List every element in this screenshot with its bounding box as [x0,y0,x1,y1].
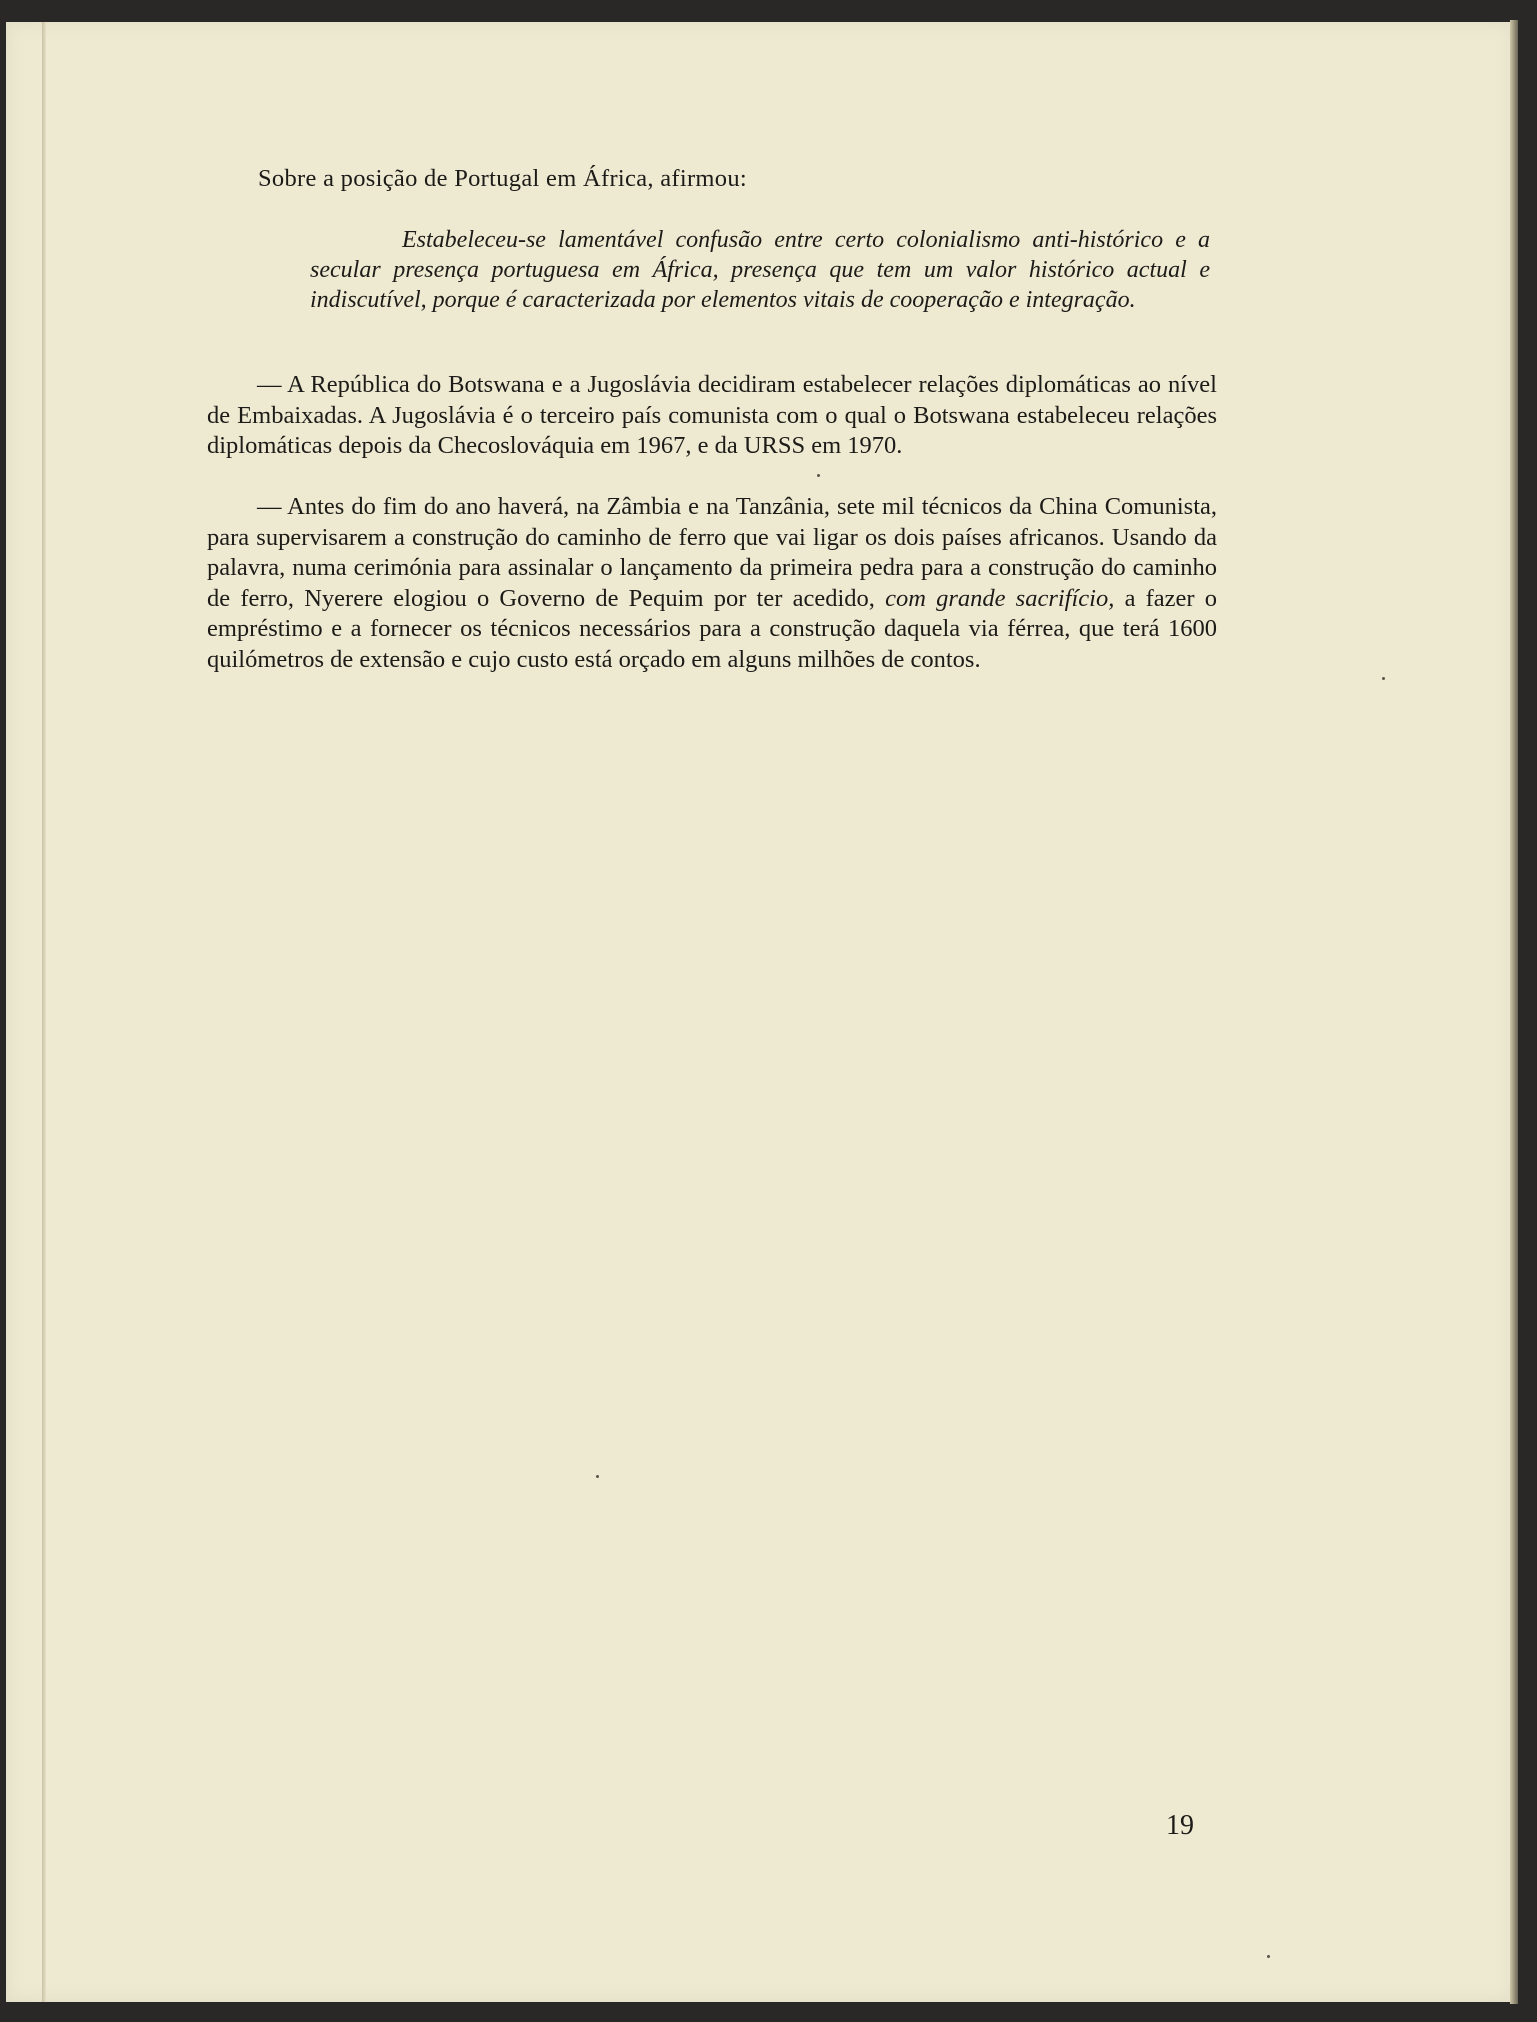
paper-speck [596,1475,599,1478]
paragraph-botswana: — A República do Botswana e a Jugoslávia decidiram estabelecer relações diplomáticas ao nível de Embaixadas. A Jugoslávia é o terceiro país comunista com o qual o Botswana estabeleceu relações diplomáticas depois da Checoslováquia em 1967, e da URSS em 1970. [207,371,1217,459]
paper-sheet [6,22,1514,2002]
page-number: 19 [1166,1810,1194,1841]
paragraph-zambia-tanzania [207,492,1217,675]
paper-speck [817,474,820,477]
paragraph-text: — Antes do fim do ano haverá, na Zâmbia e na Tanzânia, sete mil técnicos da China Comunista, para supervisarem a construção do caminho de ferro que vai ligar os dois países africanos. Usando da palavra, numa cerimónia para assinalar o lançamento da primeira pedra para a construção do caminho de ferro, Nyerere elogiou o Governo de Pequim por ter acedido, [207,493,1217,612]
binding-fold [42,22,46,2002]
paper-speck [1267,1955,1270,1958]
paragraph-text: a fazer o empréstimo e a fornecer os técnicos necessários para a construção daquela via férrea, que terá 1600 quilómetros de extensão e cujo custo está orçado em alguns milhões de contos. [207,584,1218,673]
intro-line: Sobre a posição de Portugal em África, afirmou: [258,165,747,192]
block-quote: Estabeleceu-se lamentável confusão entre certo colonialismo anti-histórico e a secular presença portuguesa em África, presença que tem um valor histórico actual e indiscutível, porque é caracterizada por elementos vitais de cooperação e integração. [310,227,1210,313]
paper-speck [1382,677,1385,680]
emphasis-text: com grande sacrifício, [885,584,1115,612]
page-edge-shadow [1510,20,1518,2004]
